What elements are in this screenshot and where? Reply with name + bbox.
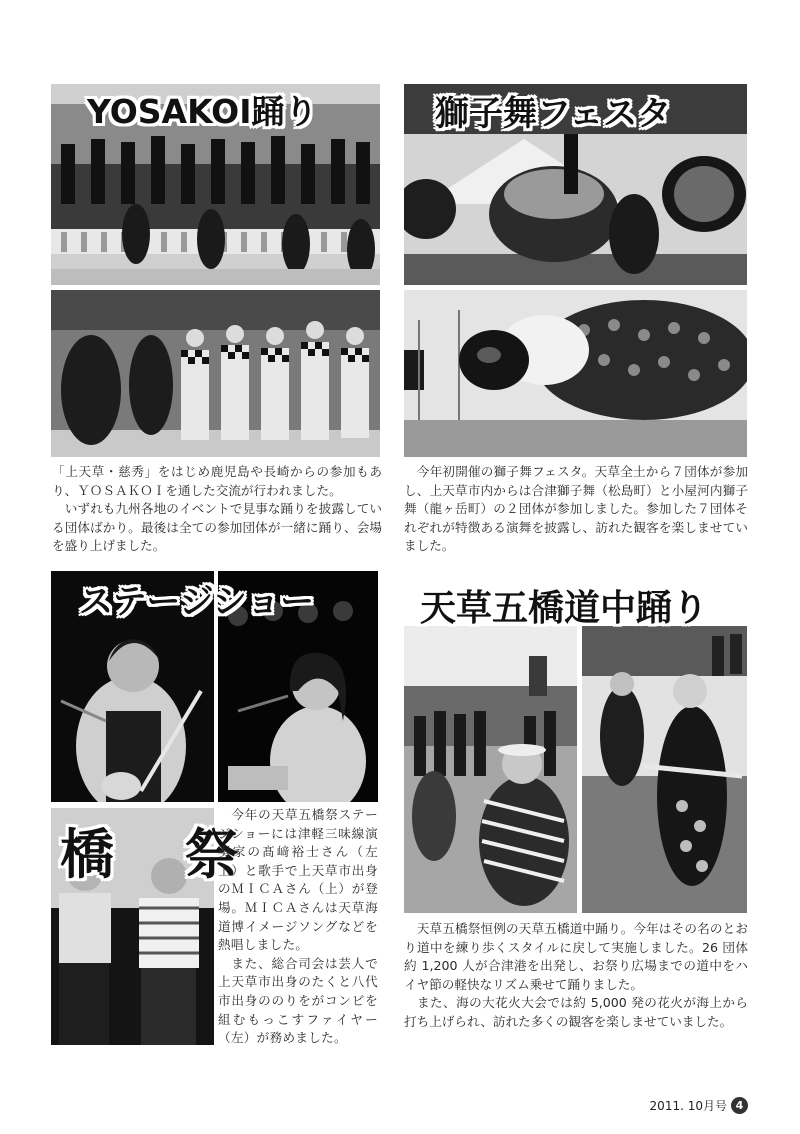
stage-caption: 今年の天草五橋祭ステージショーには津軽三味線演奏家の髙﨑裕士さん（左上）と歌手で上天草市出身のＭＩＣＡさん（上）が登場。ＭＩＣＡさんは天草海道博イメージソングなどを熱唱しました。 また、総合司会は芸人で上天草市出身のたくと八代市出身ののりをがコンビを組むもっこすファイヤー（左）が務めました。 bbox=[218, 807, 378, 1046]
stage-backdrop-text: 橋 祭 bbox=[60, 823, 265, 886]
shishimai-photo-bottom bbox=[404, 290, 747, 457]
dochu-title: 天草五橋道中踊り bbox=[420, 588, 709, 629]
dochu-caption: 天草五橋祭恒例の天草五橋道中踊り。今年はその名のとおり道中を練り歩くスタイルに戻して実施しました。26 団体約 1,200 人が合津港を出発し、お祭り広場までの道中をハイヤ節の軽快なリズム乗せて踊りました。 また、海の大花火大会では約 5,000 発の花火が海上から打ち上げられ、訪れた多くの観客を楽しませていました。 bbox=[404, 921, 748, 1029]
issue-label: 2011. 10月号 bbox=[649, 1099, 727, 1113]
shishimai-title: 獅子舞フェスタ bbox=[435, 94, 672, 134]
stage-title: ステージショー bbox=[79, 582, 315, 622]
yosakoi-photo-bottom bbox=[51, 290, 380, 457]
page-number: 4 bbox=[731, 1097, 748, 1114]
dochu-photo-right bbox=[582, 626, 747, 913]
shishimai-caption: 今年初開催の獅子舞フェスタ。天草全土から７団体が参加し、上天草市内からは合津獅子舞（松島町）と小屋河内獅子舞（龍ヶ岳町）の２団体が参加しました。参加した７団体それぞれが特徴ある演舞を披露し、訪れた観客を楽しませていました。 bbox=[404, 464, 749, 554]
yosakoi-title: YOSAKOI踊り bbox=[87, 92, 318, 131]
page-footer bbox=[650, 1097, 748, 1114]
yosakoi-caption: 「上天草・慈秀」をはじめ鹿児島や長崎からの参加もあり、ＹＯＳＡＫＯＩを通した交流が行われました。 いずれも九州各地のイベントで見事な踊りを披露している団体ばかり。最後は全ての参加団体が一緒に踊り、会場を盛り上げました。 bbox=[52, 464, 382, 554]
dochu-photo-left bbox=[404, 626, 577, 913]
